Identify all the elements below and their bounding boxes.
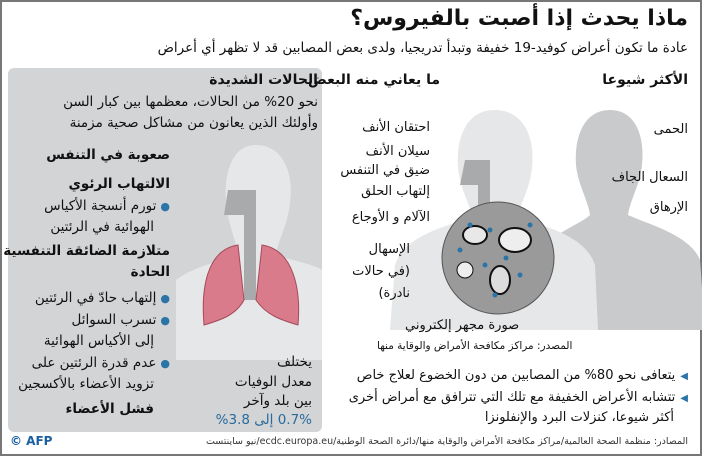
pneumonia-point: الهوائية في الرئتين	[50, 219, 154, 235]
point-text: عدم قدرة الرئتين على	[31, 355, 157, 371]
symptom-label: الإرهاق	[649, 200, 688, 215]
ards-label: الحادة	[130, 264, 170, 280]
micrograph-source: المصدر: مراكز مكافحة الأمراض والوقاية منها	[377, 340, 573, 352]
triangle-icon: ◀	[680, 393, 688, 404]
symptom-label: إلتهاب الحلق	[361, 184, 430, 199]
ards-label: متلازمة الضائقة التنفسية	[3, 243, 170, 259]
note: أكثر شيوعا، كنزلات البرد والإنفلونزا	[484, 410, 674, 425]
bullet-icon: ●	[160, 292, 170, 305]
triangle-icon: ◀	[680, 371, 688, 382]
subtitle: عادة ما تكون أعراض كوفيد-19 خفيفة وتبدأ تدريجيا، ولدى بعض المصابين قد لا تظهر أي أعراض	[157, 40, 688, 56]
micrograph-image	[440, 200, 556, 316]
pneumonia-label: الالتهاب الرئوي	[68, 176, 170, 192]
symptom-label: السعال الجاف	[611, 170, 688, 185]
bullet-icon: ●	[160, 200, 170, 213]
diarrhea-label: نادرة)	[378, 286, 410, 301]
ards-point	[32, 353, 170, 374]
symptom-label: ضيق في التنفس	[340, 163, 430, 178]
bullet-icon: ●	[160, 357, 170, 370]
micrograph-caption: صورة مجهر إلكتروني	[405, 318, 520, 333]
severe-heading: الحالات الشديدة	[209, 72, 318, 88]
pneumonia-point	[44, 196, 170, 217]
point-text: إلتهاب حادّ في الرئتين	[34, 290, 157, 306]
afp-logo: © AFP	[10, 434, 53, 448]
mortality-text: يختلف	[277, 354, 312, 370]
severe-intro-line: وأولئك الذين يعانون من مشاكل صحية مزمنة	[69, 115, 318, 131]
symptom-label: الحمى	[653, 122, 688, 137]
bullet-icon: ●	[160, 314, 170, 327]
note	[357, 368, 688, 383]
diarrhea-label: الإسهال	[368, 242, 410, 257]
note-text: تتشابه الأعراض الخفيفة مع تلك التي تترافق مع أمراض أخرى	[348, 390, 676, 405]
symptom-label: احتقان الأنف	[362, 120, 430, 135]
mortality-text: معدل الوفيات	[234, 374, 312, 390]
ards-point: تزويد الأعضاء بالأكسجين	[18, 376, 154, 392]
diarrhea-label: (في حالات	[352, 264, 410, 279]
footer-sources: المصادر: منظمة الصحة العالمية/مراكز مكافحة الأمراض والوقاية منها/دائرة الصحة الوطنية/ecdc.europa.eu/نيو ساينتست	[205, 436, 688, 447]
breathing-difficulty-label: صعوبة في التنفس	[46, 147, 170, 163]
symptom-label: الآلام و الأوجاع	[351, 210, 430, 225]
ards-point: إلى الأكياس الهوائية	[43, 333, 154, 349]
note	[349, 390, 688, 405]
symptom-label: سيلان الأنف	[365, 144, 430, 159]
point-text: تورم أنسجة الأكياس	[44, 198, 157, 214]
body-with-lungs	[176, 140, 322, 360]
page-title: ماذا يحدث إذا أصبت بالفيروس؟	[350, 6, 688, 31]
note-text: يتعافى نحو 80% من المصابين من دون الخضوع لعلاج خاص	[356, 368, 676, 383]
ards-point	[35, 288, 170, 309]
point-text: تسرب السوائل	[71, 312, 157, 328]
organ-failure-label: فشل الأعضاء	[65, 401, 154, 417]
mortality-text: بين بلد وآخر	[243, 393, 312, 409]
severe-intro-line: نحو 20% من الحالات، معظمها بين كبار السن	[63, 94, 318, 110]
some-heading: ما يعاني منه البعض	[307, 72, 440, 88]
common-heading: الأكثر شيوعا	[602, 72, 688, 88]
ards-point	[72, 310, 170, 331]
mortality-range: 0.7% إلى 3.8%	[215, 412, 312, 428]
